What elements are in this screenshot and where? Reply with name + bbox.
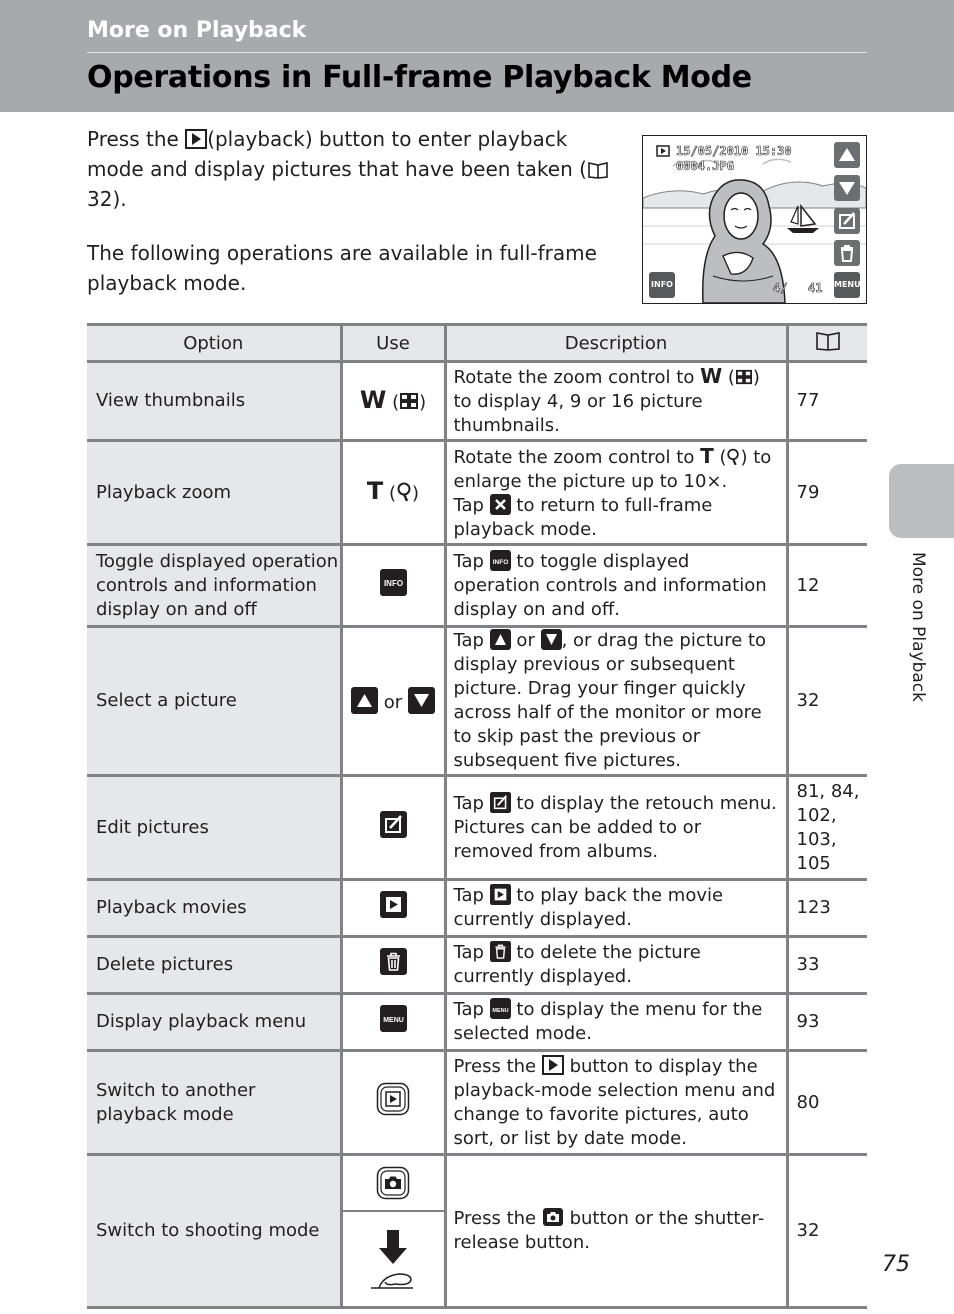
reference-cell: 81, 84, 102, 103, 105 <box>787 776 867 880</box>
description-cell: Tap to delete the picture currently displayed. <box>445 937 787 994</box>
screen-down-button[interactable] <box>834 175 860 201</box>
reference-cell: 12 <box>787 545 867 627</box>
table-row <box>87 627 867 776</box>
playback-button-icon <box>542 1055 564 1075</box>
play-key-icon <box>380 891 407 918</box>
use-cell <box>341 776 445 880</box>
close-x-icon <box>490 494 511 515</box>
reference-cell: 32 <box>787 627 867 776</box>
shooting-button-icon <box>376 1166 410 1200</box>
playback-button-icon <box>376 1082 410 1116</box>
screen-date: 15/05/2010 15:30 <box>676 144 792 158</box>
use-column-header: Use <box>341 325 445 362</box>
header-band <box>0 0 954 112</box>
reference-cell: 32 <box>787 1155 867 1308</box>
triangle-down-key-icon <box>408 687 435 714</box>
table-row <box>87 1051 867 1155</box>
screen-info-button[interactable]: INFO <box>649 272 675 298</box>
intro-paragraph: Press the (playback) button to enter playback mode and display pictures that have been taken ( 32). <box>87 124 627 214</box>
trash-key-icon <box>490 941 511 962</box>
menu-key-icon <box>490 998 511 1019</box>
option-cell: Edit pictures <box>87 776 341 880</box>
operations-table <box>87 323 867 1309</box>
triangle-up-key-icon <box>351 687 378 714</box>
table-row <box>87 880 867 937</box>
svg-text:MENU: MENU <box>492 1008 509 1014</box>
trash-key-icon <box>380 948 407 975</box>
thumbnail-grid-icon <box>735 369 753 385</box>
shutter-release-icon <box>365 1224 421 1294</box>
magnifier-icon <box>726 448 740 466</box>
edit-icon <box>834 208 860 234</box>
play-key-icon <box>490 884 511 905</box>
edit-key-icon <box>490 792 511 813</box>
description-cell: Tap MENU to display the menu for the selected mode. <box>445 994 787 1051</box>
table-row <box>87 545 867 627</box>
intro-paragraph-2: The following operations are available in full-frame playback mode. <box>87 241 597 295</box>
description-cell: Press the button or the shutter-release button. <box>445 1155 787 1308</box>
reference-cell: 93 <box>787 994 867 1051</box>
svg-text:MENU: MENU <box>382 1017 404 1024</box>
option-cell: Toggle displayed operation controls and information display on and off <box>87 545 341 627</box>
book-reference-icon <box>587 161 609 179</box>
section-side-tab <box>889 464 954 538</box>
screen-total-count: 41 <box>808 281 823 295</box>
description-cell: Tap or , or drag the picture to display previous or subsequent picture. Drag your finger quickly across half of the monitor or more to skip past the previous or subsequent five pictures. <box>445 627 787 776</box>
reference-cell: 33 <box>787 937 867 994</box>
trash-icon <box>834 240 860 266</box>
option-cell: Switch to another playback mode <box>87 1051 341 1155</box>
option-column-header: Option <box>87 325 341 362</box>
reference-column-header <box>787 325 867 362</box>
menu-key-icon <box>380 1005 407 1032</box>
option-cell: Display playback menu <box>87 994 341 1051</box>
description-cell: Press the button to display the playback-mode selection menu and change to favorite pictures, auto sort, or list by date mode. <box>445 1051 787 1155</box>
use-cell <box>341 545 445 627</box>
option-cell: View thumbnails <box>87 362 341 441</box>
screen-delete-button[interactable] <box>834 240 860 266</box>
reference-cell: 79 <box>787 441 867 545</box>
edit-key-icon <box>380 811 407 838</box>
shutter-release-subcell <box>343 1212 444 1306</box>
thumbnail-grid-icon <box>399 392 419 410</box>
option-cell: Delete pictures <box>87 937 341 994</box>
triangle-up-key-icon <box>490 629 511 650</box>
table-row <box>87 441 867 545</box>
description-cell: Rotate the zoom control to T ( ) to enlarge the picture up to 10×. Tap to return to full-frame playback mode. <box>445 441 787 545</box>
use-cell: W ( ) <box>341 362 445 441</box>
table-row <box>87 1155 867 1308</box>
option-cell: Playback movies <box>87 880 341 937</box>
page-number: 75 <box>882 1252 910 1277</box>
table-row <box>87 362 867 441</box>
triangle-down-icon <box>834 175 860 201</box>
screen-filename: 0004.JPG <box>676 159 734 173</box>
screen-frame-counter: 4/ <box>773 281 788 295</box>
page-title: Operations in Full-frame Playback Mode <box>87 60 752 95</box>
description-cell: Tap to display the retouch menu. Pictures can be added to or removed from albums. <box>445 776 787 880</box>
use-cell: or <box>341 627 445 776</box>
info-key-icon <box>380 569 407 596</box>
playback-button-icon <box>185 129 207 149</box>
magnifier-icon <box>396 482 412 502</box>
use-cell <box>341 1051 445 1155</box>
option-cell: Switch to shooting mode <box>87 1155 341 1308</box>
svg-text:INFO: INFO <box>492 558 508 566</box>
description-column-header: Description <box>445 325 787 362</box>
option-cell: Playback zoom <box>87 441 341 545</box>
side-section-label: More on Playback <box>908 552 928 702</box>
use-cell <box>341 937 445 994</box>
reference-cell: 80 <box>787 1051 867 1155</box>
table-header-row <box>87 325 867 362</box>
triangle-up-icon <box>834 142 860 168</box>
use-cell <box>341 994 445 1051</box>
use-cell: T ( ) <box>341 441 445 545</box>
description-cell: Tap to play back the movie currently displayed. <box>445 880 787 937</box>
reference-cell: 77 <box>787 362 867 441</box>
reference-cell: 123 <box>787 880 867 937</box>
camera-icon <box>542 1207 564 1227</box>
table-row <box>87 994 867 1051</box>
book-reference-icon <box>815 331 841 351</box>
section-title: More on Playback <box>87 18 307 43</box>
screen-up-button[interactable] <box>834 142 860 168</box>
screen-edit-button[interactable] <box>834 208 860 234</box>
use-cell <box>341 1155 445 1308</box>
shoot-button-subcell <box>343 1156 444 1212</box>
triangle-down-key-icon <box>541 629 562 650</box>
description-cell: Tap INFO to toggle displayed operation controls and information display on and off. <box>445 545 787 627</box>
table-row <box>87 776 867 880</box>
header-divider <box>87 52 867 53</box>
description-cell: Rotate the zoom control to W ( ) to display 4, 9 or 16 picture thumbnails. <box>445 362 787 441</box>
screen-menu-button[interactable]: MENU <box>834 272 860 298</box>
table-row <box>87 937 867 994</box>
option-cell: Select a picture <box>87 627 341 776</box>
svg-text:INFO: INFO <box>383 578 403 588</box>
info-key-icon <box>490 550 511 571</box>
use-cell <box>341 880 445 937</box>
camera-screen-illustration <box>642 135 867 304</box>
